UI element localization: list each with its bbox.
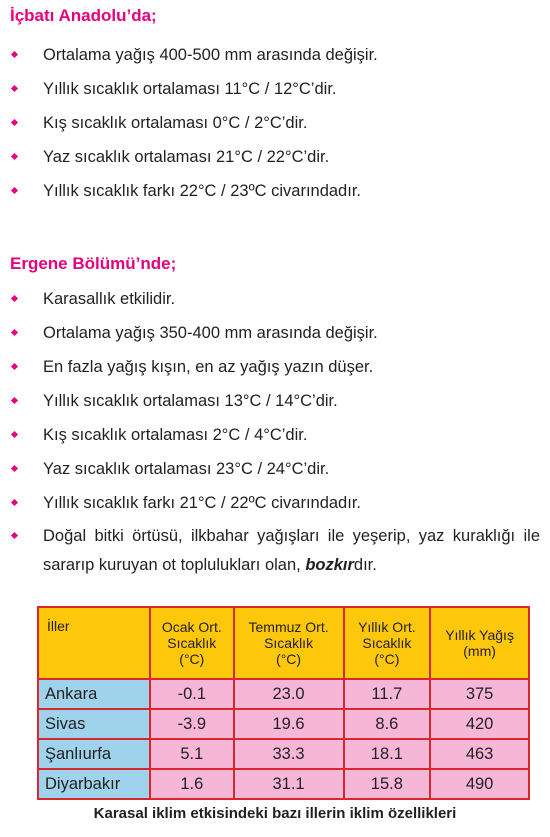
value-cell: 23.0 [234, 679, 344, 709]
list-item: En fazla yağış kışın, en az yağış yazın düşer. [0, 350, 550, 384]
bullet-diamond-icon [11, 153, 18, 160]
header-cell-temmuz: Temmuz Ort. Sıcaklık (°C) [234, 607, 344, 679]
header-cell-yillik-ort: Yıllık Ort. Sıcaklık (°C) [344, 607, 431, 679]
table-row [38, 679, 529, 709]
header-cell-ocak: Ocak Ort. Sıcaklık (°C) [150, 607, 234, 679]
value-cell: 31.1 [234, 769, 344, 799]
value-cell: 490 [430, 769, 529, 799]
bozkir-emphasis: bozkır [305, 556, 354, 574]
list-item: Yıllık sıcaklık farkı 22°C / 23ºC civarındadır. [0, 174, 550, 208]
list-item: Karasallık etkilidir. [0, 282, 550, 316]
header-cell-yillik-yagis: Yıllık Yağış (mm) [430, 607, 529, 679]
list-item-bozkir: Doğal bitki örtüsü, ilkbahar yağışları ile yeşerip, yaz kuraklığı ile sararıp kuruyan ot toplulukları olan, bozkırdır. [0, 520, 550, 580]
bullet-diamond-icon [11, 532, 18, 539]
bullet-diamond-icon [11, 431, 18, 438]
list-item: Kış sıcaklık ortalaması 2°C / 4°C’dir. [0, 418, 550, 452]
city-cell: Diyarbakır [38, 769, 150, 799]
value-cell: -3.9 [150, 709, 234, 739]
list-item: Yaz sıcaklık ortalaması 21°C / 22°C’dir. [0, 140, 550, 174]
bullet-diamond-icon [11, 51, 18, 58]
list-item: Yıllık sıcaklık ortalaması 11°C / 12°C’dir. [0, 72, 550, 106]
bullet-diamond-icon [11, 187, 18, 194]
bullet-diamond-icon [11, 329, 18, 336]
value-cell: 463 [430, 739, 529, 769]
climate-table [37, 606, 530, 800]
bullet-diamond-icon [11, 465, 18, 472]
header-cell-iller: İller [38, 607, 150, 679]
table-row [38, 769, 529, 799]
section-title-ergene: Ergene Bölümü’nde; [10, 254, 177, 273]
table-row [38, 739, 529, 769]
bullet-diamond-icon [11, 499, 18, 506]
value-cell: 33.3 [234, 739, 344, 769]
list-item: Yıllık sıcaklık farkı 21°C / 22ºC civarındadır. [0, 486, 550, 520]
value-cell: 5.1 [150, 739, 234, 769]
value-cell: 375 [430, 679, 529, 709]
list-item: Yaz sıcaklık ortalaması 23°C / 24°C’dir. [0, 452, 550, 486]
bullet-diamond-icon [11, 397, 18, 404]
list-item: Ortalama yağış 400-500 mm arasında değişir. [0, 38, 550, 72]
bullet-diamond-icon [11, 85, 18, 92]
section-title-icbati: İçbatı Anadolu’da; [10, 6, 157, 25]
city-cell: Şanlıurfa [38, 739, 150, 769]
table-caption: Karasal iklim etkisindeki bazı illerin iklim özellikleri [93, 805, 457, 822]
table-row [38, 709, 529, 739]
bullet-diamond-icon [11, 119, 18, 126]
table-header-row [38, 607, 529, 679]
list-item: Yıllık sıcaklık ortalaması 13°C / 14°C’dir. [0, 384, 550, 418]
value-cell: 15.8 [344, 769, 431, 799]
list-item: Ortalama yağış 350-400 mm arasında değişir. [0, 316, 550, 350]
value-cell: 18.1 [344, 739, 431, 769]
value-cell: 420 [430, 709, 529, 739]
bullet-diamond-icon [11, 363, 18, 370]
value-cell: 8.6 [344, 709, 431, 739]
list-item: Kış sıcaklık ortalaması 0°C / 2°C’dir. [0, 106, 550, 140]
city-cell: Ankara [38, 679, 150, 709]
value-cell: 1.6 [150, 769, 234, 799]
value-cell: -0.1 [150, 679, 234, 709]
value-cell: 19.6 [234, 709, 344, 739]
city-cell: Sivas [38, 709, 150, 739]
ergene-list [0, 282, 550, 580]
icbati-list [0, 38, 550, 208]
value-cell: 11.7 [344, 679, 431, 709]
bullet-diamond-icon [11, 295, 18, 302]
